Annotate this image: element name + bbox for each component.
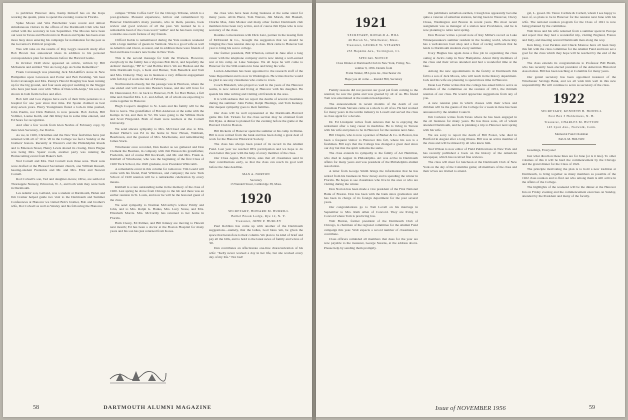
right-column-3 bbox=[522, 11, 616, 395]
article-paragraph: Among the new appointments in the faculty at Dartmouth this fall is a son of Jack Moore, who will teach in the history department. Jack and his wife are planning to spend more time in Hanover. bbox=[423, 69, 517, 82]
section-divider bbox=[344, 84, 398, 85]
article-paragraph: Greetings, Everyone! bbox=[527, 148, 556, 153]
special-notice-line: vember 9, 1956. Details from bbox=[354, 66, 393, 71]
article-paragraph: Kimball is a rare outstanding name in the memory of the class of 1920. Last spring he drove from Chicago to the lab and there was an earlier reunion in St. Louis, and now he will be the honored guest of the class. bbox=[110, 184, 204, 202]
left-column-3 bbox=[209, 11, 303, 395]
class-officer-line: Treasurer, GEORGE W. STEARNS bbox=[346, 43, 401, 48]
article-paragraph: Winchester once recorded, Dan Keeler as we gathered and Don Clement the Beeman, in company with Jim Hanson his grandfather, Frederick, and of course Bill Rockwell, and Mr. and Mrs. Frank A. Kimball of Winchester, who was the beginning of the first Class of 1920 Tuck School, the 1920 graduate, now President Whitcomb. bbox=[110, 144, 204, 166]
article-paragraph: to publicize Hanover data, Kemp himself has on the Kaps wearing the quaint, plans to spend the evening course in Florida. bbox=[11, 11, 105, 20]
article-paragraph: Ivory Hughes has again done a fine job in organizing the class outing at Jack's camp in New Hampshire. About thirty members of the class and their wives attended and had a wonderful time at the lake. bbox=[423, 51, 517, 68]
article-paragraph: The class has always been proud of its record in the Alumni Fund. Last year we reached 96% participation and we hope to do even better this year with the help of every member of the class. bbox=[209, 142, 303, 155]
article-paragraph: We are sorry to report the death of Bill Foster, who died in Hartford in August after a long illness. Bill was an active member of the class and will be missed by all who knew him. bbox=[423, 132, 517, 146]
memorial-fund-line: PAUL M. HOLTON bbox=[558, 137, 585, 142]
article-paragraph: And after a few words from Glen Nevins of February copy, by then Glen Secretary, Joe Daviss. bbox=[11, 123, 105, 132]
class-officer-line: 145 Lyon Ave., Norwalk, Conn. bbox=[546, 124, 597, 129]
article-paragraph: Ned Wilson is now editor of Field Publications in New York and has recently published a book on the history of the American newspaper, which has received fine reviews. bbox=[423, 146, 517, 159]
article-paragraph: Dean Lee Fuller writes that the college has asked him to serve as chairman of the committee on the reunion of 1951, the thirtieth reunion of our class. He would appreciate suggestions from any of you. bbox=[423, 83, 517, 100]
special-notice-line: Frank Tanner, 88 Lyons Av., Dorchester 24. bbox=[345, 71, 402, 76]
right-page bbox=[316, 3, 625, 417]
class-officer-line: 46 Bacon St., Winchester, Mass. bbox=[348, 38, 399, 43]
article-paragraph: We send sympathy to Norman McCarthy's widow Emily and John, and to Mrs. Ralph G. Banks, Mrs. Lucy Stone, and Mrs. Elizabeth Morris. Mrs. McCarthy has returned to her home in Florida. bbox=[110, 202, 204, 220]
article-paragraph: Don Norton has been made a vice president of the First National Bank of Boston. Don has been with the bank since graduation and has been in charge of its foreign department for the past several years. bbox=[324, 187, 418, 205]
article-paragraph: A letter from George Smith brings the information that he has retired from his business in New Jersey and is spending the winter in Florida. He hopes to see classmates who live in the area or who are visiting during the winter. bbox=[324, 169, 418, 187]
article-paragraph: Walt Ross and his wife returned from a summer spent in Europe and report that they had a wonderful trip, visiting England, France and Italy, and meeting several Dartmouth men along the way. bbox=[522, 29, 616, 42]
article-paragraph: This is the second message for both the Workers. However, everybody in the family has a vigorous Bob Ricci, and hopefully the Arthurs' marriage, "BF Jr." and Bobbie Ricci. We are Hudson and the little Dartmouth boys, a Kent and Burner, Tom Benedick and Tom and Mrs. Doherty. They are in business a very different engagement with full day of work the last of February. bbox=[110, 55, 204, 81]
article-paragraph: The principle motivating the plan is to hold a new tradition at Dartmouth, to bring together as many members as possible of the 1922 class reunion and to find out who among them is still active in the affairs of the College. bbox=[522, 167, 616, 185]
signature-line: 13 Wendell Street, Cambridge 38, Mass. bbox=[230, 182, 282, 187]
article-paragraph: Les Adams' son, Galland, was a student at Dartmouth, Helen and Jim Cramer helped guide two visit to the Dartmouth and Summer Conferences at Hanover we visited Bob's brother, Bob and brother's wife, Dot Colwell as well as Wesley and his following the Hanover. bbox=[11, 191, 105, 208]
article-paragraph: Jim Carleton writes from Texas where he has been engaged in the oil business for many years. He has three sons, all of whom attended Dartmouth, and he is planning a trip to Hanover next spring with his wife. bbox=[423, 114, 517, 132]
article-paragraph: Paul Robbins has come up with another of the Dartmouth suggestions—namely, that the ladies, God bless 'em, be given the space that heretofore is their column. We plan to be kind of brief and pay all the bills, and to hold to the latest news of family and wives of '20. bbox=[209, 224, 303, 246]
article-paragraph: Lucien Amerman has been appointed to the research staff of the State Department and is now in Washington. He writes that he would be glad to see any classmates who come to town. bbox=[209, 69, 303, 82]
article-paragraph: Dan contributes an affectionate one-line characterization of his wife: "Kelly never worked a day in her life, but she worked every day of my life." Not bad! bbox=[209, 246, 303, 259]
article-paragraph: campus "White Coffee Girl" for the Chicago Tribune, which is a post-graduate. Pleasant experience, Gitlow and remembered by Hanover Dartmouth's many journals, who in them, parents, book review and good reviews of all the past. We learned he is a remarkable head of the cross-word "ashbe" and he has been carrying a sizable one-room fortune of shy friends. bbox=[110, 11, 204, 37]
article-paragraph: Spike Moore and Wes Batchelder were recent and almost simultaneous visitors in the offices of the Dartmouth Club who had called with the secretary in late September. The Moores have been out west in Texas and Electronics in Boston and Spike has been even more busy since entering his campaign for nomination for the post as the Governor's Political program. bbox=[11, 20, 105, 46]
article-paragraph: Class officers reminded all members that dues for the year are now payable to the treasurer, George Stearns, at the address above. Please help by sending them promptly. bbox=[324, 237, 418, 250]
left-column-2 bbox=[110, 11, 204, 395]
left-folio: 58 bbox=[33, 405, 39, 411]
article-paragraph: Our former president, Bill Wharton, retired in June after a long career with the telephone company and is now taking a well-earned rest at his camp on Lake Sunapee. We all hope he will come to Hanover for the 50th reunion in June and bring his wife. bbox=[209, 51, 303, 68]
article-paragraph: The announcement in recent months of the death of our classmate Frank Stevens came as a shock to all of us. He had worked for many years in the textile industry in Lowell and served the class as class agent for a decade. bbox=[324, 101, 418, 119]
class-officer-line: SECRETARY, KENNETH B. HOWELL bbox=[541, 109, 602, 114]
article-paragraph: Our congratulations go to Tom Lovell on his marriage in September to Mrs. Ruth Allen of Concord. They are living in Concord where Tom is practicing law. bbox=[324, 205, 418, 218]
class-year-heading: 1922 bbox=[553, 91, 585, 108]
class-year-heading: 1921 bbox=[355, 15, 387, 31]
article-paragraph: Bill Chapin, who is now a partner of Barker & Co. in Boston, has been a frequent visitor to Hanover this fall, where his son is a freshman. Bill says that the College has changed a great deal since our day but that the spirit remains the same. bbox=[324, 133, 418, 151]
article-paragraph: The class extends its sympathy to the family of Art Hamilton, who died in August in Philadelphia. Art was active in Dartmouth affairs for many years and was president of the Philadelphia alumni association. bbox=[324, 151, 418, 169]
article-paragraph: Walt Burton, former president of the Dartmouth Club of Chicago, is chairman of the regional committee for the Alumni Fund campaign this year. Walt expects a record number of classmates to contribute. bbox=[324, 219, 418, 236]
article-paragraph: Our genial secretary has been appointed treasurer of the Winchester Savings Bank, and we all wish him well in this new responsibility. He will continue to serve as secretary of the class. bbox=[522, 74, 616, 87]
article-paragraph: Ned Cornell and Mrs. Ned Cornell took three sons. Their sons were drafted at the Blessed Sacrament church, one William Russell, hearing-student Frederick and Mr. and Mrs. Eliot and Stewart Cornell. bbox=[11, 159, 105, 176]
article-paragraph: Don Bowser writes a proud note of Ray Miller's record as Lake Winnepesaukee's summer resident in the boating world, where Ray has a well-known boat shop and a fleet of racing sailboats that he lends to Dartmouth students every summer. bbox=[423, 33, 517, 50]
article-paragraph: this publishers suburban earthen, Clough has apparently become quite a veteran of suburban stations, having been in Westover, Chevy Chase, Washington and Boston in recent years. His most recent assignment was as manager of a station near Providence, and he is now planning to retire next spring. bbox=[423, 11, 517, 32]
colophon-ornament-icon bbox=[108, 359, 168, 389]
right-folio: 59 bbox=[589, 405, 595, 411]
article-paragraph: Dr. Ed Lindquist writes from Arizona that he is enjoying the retirement after a long career in medicine. He is living in Tucson with his wife and plans to be in Hanover for the reunion next June. bbox=[324, 119, 418, 133]
article-paragraph: It is with sadness that we report the deaths of several classmates during the summer: John Fuller, Ralph Hastings, and Tom Kenney. Our deepest sympathy goes to their families. bbox=[209, 96, 303, 110]
article-paragraph: Family reasons did not prevent our good pal from coming to the reunion; he saw the game and was greeted by all of us. His friend Tom was entertained at the reunion headquarters. bbox=[324, 87, 418, 101]
left-page bbox=[3, 3, 312, 417]
class-year-heading: 1920 bbox=[240, 190, 272, 207]
article-paragraph: In October 1949 show appeared an article, written by Bill McKenzie and entitled "Not As Long Ago As Some Remember." bbox=[11, 60, 105, 69]
left-column-1 bbox=[11, 11, 105, 395]
article-paragraph: Coach Blaisdell, who played so well in the years of the Hanover teams, is now retired and living at Hanover with his daughter. He spends his time writing and visiting old friends in the area. bbox=[209, 83, 303, 96]
right-column-2 bbox=[423, 11, 517, 395]
class-officer-line: Treasurer, CHARLES M. BUTTON bbox=[544, 119, 599, 124]
special-notice-line: Class Dinner at Dartmouth Club in New York, Friday, No- bbox=[336, 61, 411, 66]
article-paragraph: Ham Cleary, Ed Palmer, and Bill Kinney are moving to Hawaii next month; Ed has been a doctor at the Boston Hospital for many years and his son has just returned from Korea. bbox=[110, 220, 204, 234]
class-officer-line: Post Box 3 Holderness, N. H. bbox=[548, 114, 595, 119]
article-paragraph: Rod Colwell's son, Ted and daughter-in-law, Olive, are settled at Thornapple Nursery, Princeton, N. J., and both wish they were back in Dartmouth. bbox=[11, 177, 105, 190]
class-officer-line: Treasurer, JOHN P. HURLEY bbox=[235, 218, 282, 223]
article-paragraph: Northwestern already, but the passage was in Harrison, where the one ended and will soon into Bessie's house, and she will have for Dr. Duncanand, E.C. in back to Hanover, N.H. for Bart Huber, a full time and cheerful Mrs. L.C. and Alfred, all of whom are expecting to come together in Hanover. bbox=[110, 82, 204, 103]
article-paragraph: Bob Gill and Lou Zappas have each of their little pensions to a hospital for one year since that time. Pat Spann claimed as best sixty-seven years. Harry Youngmann fluted a lock-in time pushed, John Paulin, not Dick Bullard, is now present. Bob Jordan, Bill Vollmer, Louise Keith, and Jim Riley has in some time entered, and Ed Sears for recognition. bbox=[11, 96, 105, 122]
class-officer-line: 233 Hopkins Ave., Torrington, Ct. bbox=[346, 48, 401, 53]
article-paragraph: We send sincere sympathy to Mrs. McCloud and also to Mrs. Robert Heller's son Ed in the home in New Haven, Waltham, Beerhaven, and the greatest of Mrs. MacKenzie, and remembering James Stack. bbox=[110, 126, 204, 144]
class-officer-line: SECRETARY, HOWARD M. BURRILL bbox=[228, 208, 289, 213]
article-paragraph: Clifford Keble is remembered during the Yale reunion weekend with a large number of guests in Vermont. She is a good wife as well as Amelia's and Oscar, as usual, and in addition there were friends of Ned and Kane Cooke's new home in New York. bbox=[110, 37, 204, 55]
article-paragraph: As we, in 1920, Christmas and the New Year festivities have just returned with all of '10 to '20 in the College we feel a Sunday at the brothers' honors. Recently at Weaver's end the Philadelphia Roads and to Emerson Street, Henry Lewis shared its closing, Dave Hague was being Mrs. Spens' room, another party was running the Homecoming event from Baker's hall. bbox=[11, 132, 105, 158]
section-divider bbox=[542, 144, 596, 145]
special-notice-heading: SPECIAL NOTICE bbox=[358, 55, 389, 60]
secretary-signature: MAX A. NORTON bbox=[242, 171, 270, 176]
article-paragraph: Just what direction these lines are for June (or is it late). To other volumes of this it will be hard the commencement by the Chicago and the grand dinner for the Class of 1922. bbox=[522, 153, 616, 167]
article-paragraph: Routine conversations with Dick Lutz, partner in the leasing firm of McDonald & Co., brought the suggestion that we should be bringing the class reunion date up to date. Dick came to Hanover last year to bring his son to college. bbox=[209, 33, 303, 50]
class-officer-line: Bethel Brook Lodge, Rye 12, N. Y. bbox=[231, 213, 286, 218]
article-paragraph: Ken King, Cost Perkins and Chuck Monroe have all been busy this fall with the class committee for the Alumni Fund and have set a goal for the class which they hope will be reached by the end of the year. bbox=[522, 42, 616, 60]
signature-line: Secretary bbox=[249, 178, 263, 182]
article-paragraph: The class extends its congratulations to Professor Bill Heath, who has recently been elected president of the American Historical Association. Bill has been teaching at Columbia for many years. bbox=[522, 60, 616, 74]
memorial-fund-line: Memorial Fund Chairman bbox=[554, 132, 589, 137]
article-paragraph: The class will meet for luncheon at the Dartmouth Club of New York on the day of the Columbia game; all members of the class and their wives are invited to attend. bbox=[423, 160, 517, 173]
right-column-1 bbox=[324, 11, 418, 395]
magazine-name: DARTMOUTH ALUMNI MAGAZINE bbox=[103, 405, 212, 411]
article-paragraph: Our Class Agent, Bob Davis, asks that all classmates send in their contributions early, so that the class can reach its goal well before the June deadline. bbox=[209, 156, 303, 169]
class-officer-line: SECRETARY, RONALD A. HILL bbox=[347, 33, 400, 37]
article-paragraph: Frank Cavanaugh was planning Jack McAuliffe's stone in New Hampshire upon Lanceson and Porter and Bob Pershing. We hear from Cavanaugh and Mrs. Penny's Harold Doughty has been turning up for the big ground, and four seats enjoyed wedding in the Nugget who have just been over with "Miss of Dun-with-Antje," his son, has shown in both fields before and after. bbox=[11, 70, 105, 96]
article-paragraph: The highlights of the weekend will be the dinner at the Hanover Inn on Friday evening and the commencement exercises on Sunday, attended by the President and many of the faculty. bbox=[522, 185, 616, 198]
special-notice-line: Hope you all come — Ronald Hill, Secretary bbox=[344, 76, 403, 81]
article-paragraph: Wes will take on the results of Ray Legg's research study after Bob Brown has announced ideas in addition to his personal correspondence plan for luncheons before the Harvard Game. bbox=[11, 47, 105, 60]
article-paragraph: A new reunion plan in which classes with their wives and children will be the guests of the College for a week in June has been announced by the Alumni Council. bbox=[423, 101, 517, 114]
article-paragraph: Our class will be well represented at the Dartmouth–Harvard game this fall. Tickets for the class section may be obtained from Jim Dyke. A dinner is planned for the evening before the game at the Harvard Club in Boston. bbox=[209, 110, 303, 128]
article-paragraph: Bill Ricketts of Hanover spent the summer at his camp in Maine. Bill is now retired from the bank and has been doing a great deal of work for the Hanover Historical Society. bbox=[209, 128, 303, 141]
article-paragraph: the class who have been doing business at the same stand for many years. Alvin Hurst, Tom Warren, Jim Marsh, Jim Haskell, Charlie Mae, John Monter and many other former Dartmouth club members have been very active, and of course Jim Dyke who is now secretary of the class. bbox=[209, 11, 303, 32]
article-paragraph: Hugh Cooper's daughter to St. Louis and his family will be the first to leave. The grandfather of Bob Anderson at the same with the Kemps in '44, and then in '52. We were going to the Willkie Doris and Scott Fitzgerald. Both of them were teachers at the Cornell University. bbox=[110, 104, 204, 126]
issue-line: Issue of NOVEMBER 1956 bbox=[435, 405, 506, 412]
article-paragraph: A remarkable event in this column for tomorrow. Tim Gould will come with his friend, Paul Whitmore, and company; the new Tuck School of 1920 reunion will be a remarkable celebration by every means. bbox=[110, 166, 204, 184]
article-paragraph: gal, L. gaoed. Dr. Vance Carlisle & Carbeil, whom I see happy to hear of, so plans to be in Hanover for the reunion next June with his wife. The national reunion program for the Class of 1921 is now being planned by the committee. bbox=[522, 11, 616, 28]
